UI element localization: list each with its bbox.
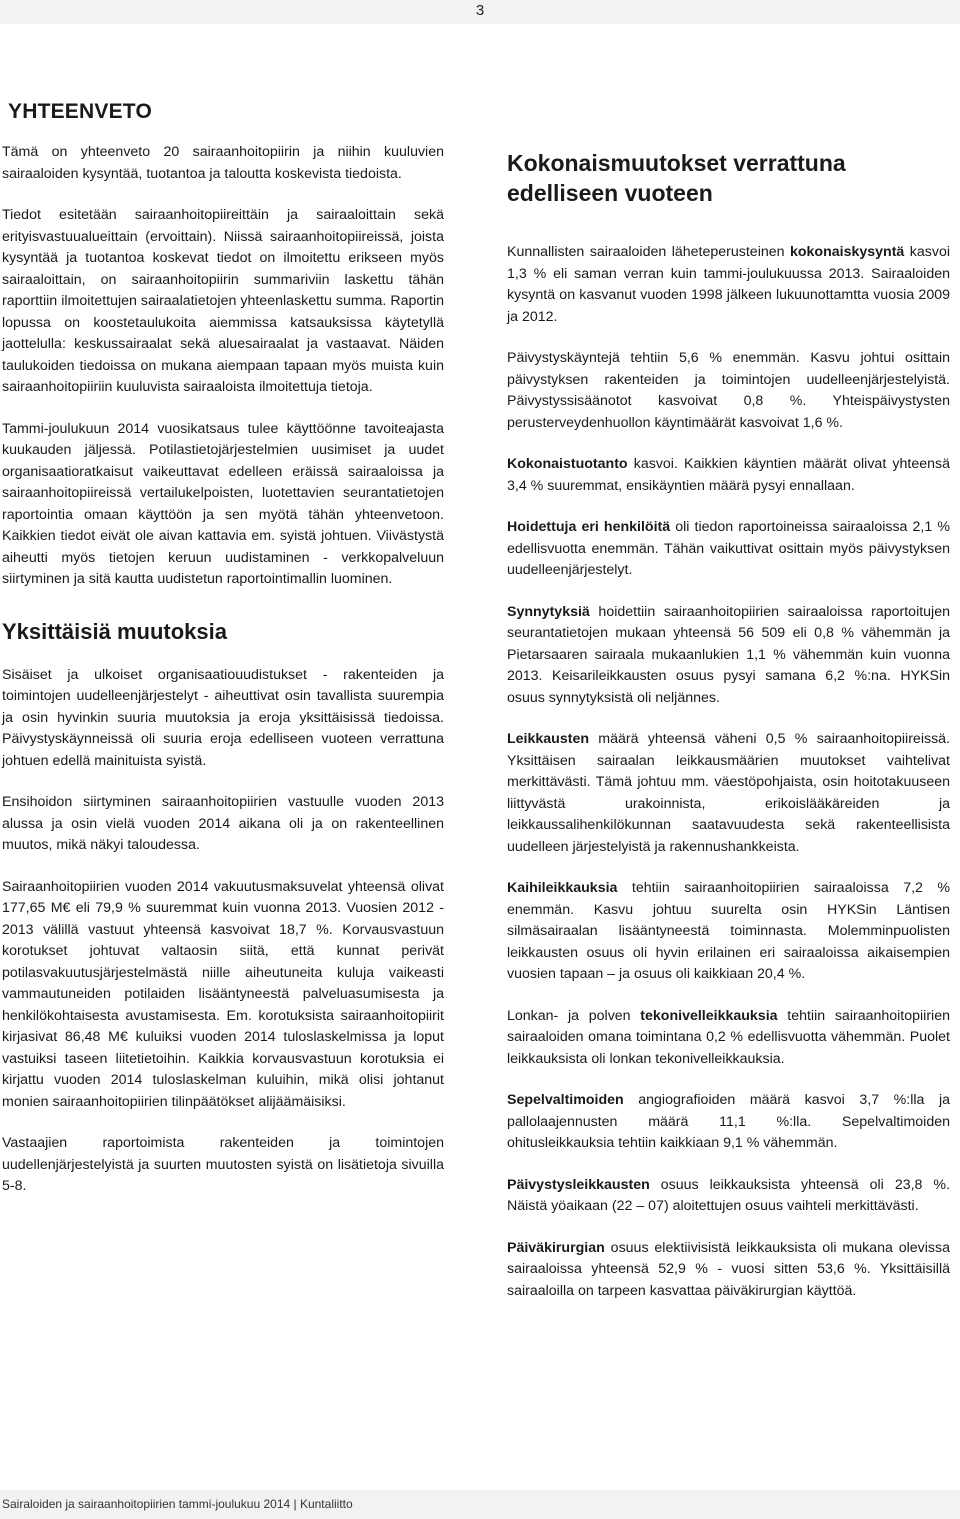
paragraph: Vastaajien raportoimista rakenteiden ja toimintojen uudellenjärjestelyistä ja suurten muutosten syistä on lisätietoja sivuilla 5-8. <box>2 1135 444 1194</box>
bold-term: tekonivelleikkauksia <box>640 1007 778 1024</box>
bold-term: Leikkausten <box>507 731 590 747</box>
text: osuus leikkauksista yhteensä oli 23,8 %. Näistä yöaikaan (22 – 07) aloitettujen osuus vaihteli merkittävästi. <box>507 1176 950 1214</box>
bold-term: Sepelvaltimoiden <box>507 1092 624 1108</box>
bold-term: Kokonaistuotanto <box>507 456 628 472</box>
text: kasvoi 1,3 % eli saman verran kuin tammi-joulukuussa 2013. Sairaaloiden kysyntä on kasvanut vuoden 1998 jälkeen lukuunottamtta vuosia 2009 ja 2012. <box>507 244 950 325</box>
footer-text: Sairaloiden ja sairaanhoitopiirien tammi-joulukuu 2014 | Kuntaliitto <box>2 1497 353 1511</box>
text: Kunnallisten sairaaloiden läheteperusteinen <box>507 244 790 260</box>
paragraph: Tämä on yhteenveto 20 sairaanhoitopiirin ja niihin kuuluvien sairaaloiden kysyntää, tuotantoa ja taloutta koskevista tiedoista. <box>2 144 444 182</box>
bold-term: Päivystysleikkausten <box>507 1176 650 1193</box>
paragraph <box>507 729 950 858</box>
text: oli tiedon raportoineissa sairaaloissa 2,1 % edellisvuotta enemmän. Tähän vaikuttivat osittain myös päivystyksen uudelleenjärjestelyt. <box>507 519 950 578</box>
text: tehtiin sairaanhoitopiirien sairaaloissa 7,2 % enemmän. Kasvu johtuu suurelta osin HYKSin Läntisen silmäsairaalan lisääntyneestä toiminnasta. Molemminpuolisten leikkausten osuus oli hyvin erilainen eri sairaaloissa aikaisempien vuosien tapaan – ja osuus oli kaikkiaan 20,4 %. <box>507 880 950 982</box>
paragraph <box>507 1006 950 1071</box>
paragraph <box>507 1238 950 1303</box>
page-number: 3 <box>0 0 960 24</box>
paragraph: Päivystyskäyntejä tehtiin 5,6 % enemmän. Kasvu johtui osittain päivystyksen rakenteiden ja toimintojen uudelleenjärjestelyistä. Päivystyssisäänotot kasvoivat 0,8 %. Yhteispäivystysten perusterveydenhuollon käyntimäärät kasvoivat 1,6 %. <box>507 350 950 431</box>
text: määrä yhteensä väheni 0,5 % sairaanhoitopiireissä. Yksittäisen sairaalan leikkausmäärien muutokset vaihtelivat merkittävästi. Tämä johtuu mm. väestöpohjaista, osin hoitotakuuseen liittyvästä urakoinnista, erikoislääkäreiden ja leikkaussalihenkilökunnan saatavuudesta sekä rakenteellisista uudelleen järjestelyistä ja rakennushankkeista. <box>507 731 950 855</box>
paragraph <box>507 602 950 710</box>
paragraph <box>507 878 950 986</box>
paragraph <box>507 1175 950 1218</box>
right-heading: Kokonaismuutokset verrattuna edelliseen vuoteen <box>507 150 846 206</box>
bold-term: Kaihileikkauksia <box>507 880 618 896</box>
paragraph: Tiedot esitetään sairaanhoitopiireittäin ja sairaaloittain sekä erityisvastuualueittain (ervoittain). Niissä sairaanhoitopiireissä, joista kysyntää ja tuotantoa koskevat tiedot on ilmoitettu erikseen myös sairaaloittain, on sairaanhoitopiirin summariviin laskettu tähän raporttiin ilmoitettujen sairaalatietojen yhteenlaskettu summa. Raportin lopussa on koostetaulukoita aiemmissa katsauksissa käytetyllä jaottelulla: keskussairaalat sekä aluesairaalat ja vastaavat. Näiden taulukoiden tiedoissa on mukana aiempaan tapaan myös muista kuin sairaanhoitopiiriin kuuluvista sairaaloista ilmoitettuja tietoja. <box>2 207 444 395</box>
text: tehtiin sairaanhoitopiirien sairaaloiden omana toimintana 0,2 % edellisvuotta vähemmän. Puolet leikkauksista oli lonkan tekonivelleikkauksia. <box>507 1007 950 1067</box>
bold-term: Synnytyksiä <box>507 603 590 620</box>
paragraph: Ensihoidon siirtyminen sairaanhoitopiirien vastuulle vuoden 2013 alussa ja osin vielä vuoden 2014 aikana oli ja on rakenteellinen muutos, mikä näkyi taloudessa. <box>2 794 444 853</box>
paragraph <box>507 517 950 582</box>
paragraph: Sisäiset ja ulkoiset organisaatiouudistukset - rakenteiden ja toimintojen uudelleenjärjestelyt - aiheuttivat osin tavallista suurempia ja osin hyvinkin suuria muutoksia ja eroja yksittäisissä tiedoissa. Päivystyskäynneissä oli suuria eroja edelliseen vuoteen verrattuna johtuen edellä mainituista syistä. <box>2 666 444 769</box>
left-column <box>2 100 444 1218</box>
right-column <box>507 148 950 1322</box>
bold-term: kokonaiskysyntä <box>789 244 905 260</box>
subsection-title: Yksittäisiä muutoksia <box>2 618 227 644</box>
text: angiografioiden määrä kasvoi 3,7 %:lla ja pallolaajennusten määrä 11,1 %:lla. Sepelvaltimoiden ohitusleikkauksia tehtiin kaikkiaan 9,1 % vähemmän. <box>507 1092 950 1151</box>
section-title: YHTEENVETO <box>8 100 152 123</box>
paragraph <box>507 1090 950 1155</box>
text: kasvoi. Kaikkien käyntien määrät olivat yhteensä 3,4 % suuremmat, ensikäyntien määrä pysyi ennallaan. <box>507 456 950 494</box>
paragraph <box>507 454 950 497</box>
bold-term: Hoidettuja eri henkilöitä <box>507 519 671 535</box>
bold-term: Päiväkirurgian <box>507 1239 605 1256</box>
text: osuus elektiivisistä leikkauksista oli mukana olevissa sairaaloissa yhteensä 52,9 % - vuosi sitten 53,6 %. Yksittäisillä sairaaloilla on tarpeen kasvattaa päiväkirurgian käyttöä. <box>507 1239 950 1299</box>
paragraph <box>507 242 950 328</box>
page-footer <box>0 1490 960 1519</box>
text: hoidettiin sairaanhoitopiirien sairaaloissa raportoitujen seurantatietojen mukaan yhteensä 56 509 eli 0,8 % vähemmän ja Pietarsaaren sairaala mukaanlukien 1,1 % vähemmän kuin vuonna 2013. Keisarileikkausten osuus pysyi samana 6,2 %:na. HYKSin osuus synnytyksistä oli neljännes. <box>507 603 950 706</box>
paragraph: Tammi-joulukuun 2014 vuosikatsaus tulee käyttöönne tavoiteajasta kuukauden jäljessä. Potilastietojärjestelmien uusimiset ja uudet organisaatioratkaisut vaikeuttavat edelleen eräissä sairaaloissa ja sairaanhoitopiireissä vertailukelpoisten, luotettavien seurantatietojen raportointia omaan käyttöön ja sen myötä tähän yhteenvetoon. Kaikkien tiedot eivät ole aivan kattavia em. syistä johtuen. Viivästystä aiheutti myös tietojen keruun uudistaminen - verkkopalveluun siirtyminen ja sitä kautta uudistetun raportointimallin luominen. <box>2 420 444 587</box>
paragraph: Sairaanhoitopiirien vuoden 2014 vakuutusmaksuvelat yhteensä olivat 177,65 M€ eli 79,9 % suuremmat kuin vuonna 2013. Vuosien 2012 - 2013 välillä vastuut yhteensä kasvoivat 18,7 %. Korvausvastuun korotukset johtuvat valtaosin siitä, että kunnat perivät potilasvakuutusjärjestelmästä niille aiheutuneita kuluja vaikeasti vammautuneiden potilaiden lisääntyneestä palveluasumisesta ja henkilökohtaisesta avustamisesta. Em. korotuksista sairaanhoitopiirit kirjasivat 86,48 M€ kuluiksi vuoden 2014 tuloslaskelmissa ja loput vastuiksi taseen liitetietoihin. Kaikkia korvausvastuun korotuksia ei kirjattu vuoden 2014 tuloslaskelman kuluihin, mikä olisi johtanut monien sairaanhoitopiirien tilinpäätökset alijäämäisiksi. <box>2 878 444 1110</box>
text: Lonkan- ja polven <box>507 1007 641 1024</box>
